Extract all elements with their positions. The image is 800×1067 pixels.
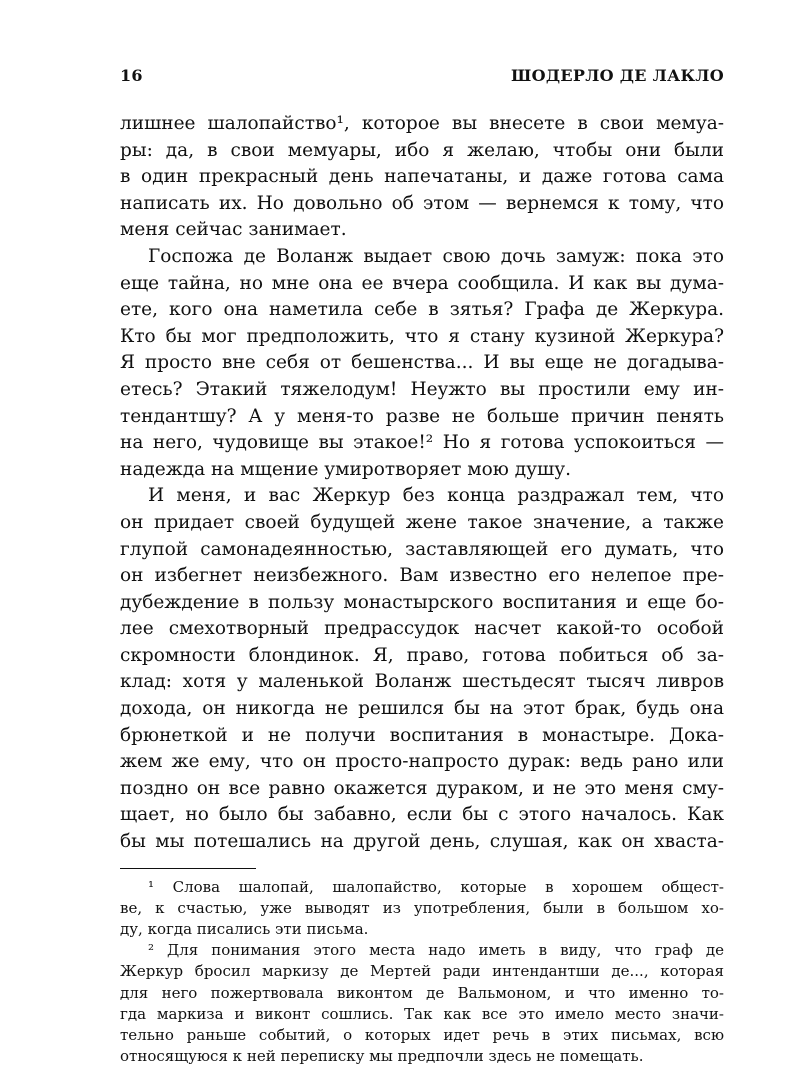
running-header bbox=[120, 66, 724, 85]
footnotes bbox=[120, 877, 724, 1067]
text-line: дубеждение в пользу монастырского воспитания и еще бо- bbox=[120, 591, 724, 613]
text-line: И меня, и вас Жеркур без конца раздражал тем, что bbox=[148, 485, 724, 507]
footnote-line: ве, к счастью, уже выводят из употребления, были в большом хо- bbox=[120, 898, 724, 917]
text-line: написать их. Но довольно об этом — вернемся к тому, что bbox=[120, 192, 724, 214]
text-line: лее смехотворный предрассудок насчет какой-то особой bbox=[120, 618, 724, 640]
text-line: он придает своей будущей жене такое значение, а также bbox=[120, 511, 724, 533]
footnote-line: для него пожертвовала виконтом де Вальмоном, и что именно то- bbox=[120, 983, 724, 1002]
footnote-line: Жеркур бросил маркизу де Мертей ради интендантши де..., которая bbox=[120, 962, 724, 981]
footnote-line: ¹ Слова шалопай, шалопайство, которые в хорошем общест- bbox=[148, 877, 724, 896]
footnote-line: гда маркиза и виконт сошлись. Так как все это имело место значи- bbox=[120, 1004, 724, 1023]
text-line: Кто бы мог предположить, что я стану кузиной Жеркура? bbox=[120, 325, 724, 347]
page-number: 16 bbox=[120, 66, 143, 85]
paragraph-1 bbox=[120, 111, 724, 244]
paragraph-3 bbox=[120, 483, 724, 855]
text-line: он избегнет неизбежного. Вам известно его нелепое пре- bbox=[120, 565, 724, 587]
paragraph-2 bbox=[120, 244, 724, 483]
text-line: жем же ему, что он просто-напросто дурак: ведь рано или bbox=[120, 751, 724, 773]
text-line: ете, кого она наметила себе в зятья? Графа де Жеркура. bbox=[120, 299, 724, 321]
footnote-2 bbox=[120, 940, 724, 1067]
text-line: етесь? Этакий тяжелодум! Неужто вы простили ему ин- bbox=[120, 378, 724, 400]
text-line: на него, чудовище вы этакое!² Но я готова успокоиться — bbox=[120, 432, 724, 454]
main-text bbox=[120, 111, 724, 856]
text-line: скромности блондинок. Я, право, готова побиться об за- bbox=[120, 644, 724, 666]
text-line: глупой самонадеянностью, заставляющей его думать, что bbox=[120, 538, 724, 560]
footnote-line: относящуюся к ней переписку мы предпочли здесь не помещать. bbox=[120, 1047, 644, 1066]
footnote-line: ду, когда писались эти письма. bbox=[120, 920, 369, 939]
text-line: Госпожа де Воланж выдает свою дочь замуж: пока это bbox=[148, 245, 724, 267]
text-line: дохода, он никогда не решился бы на этот брак, будь она bbox=[120, 698, 724, 720]
text-line: клад: хотя у маленькой Воланж шестьдесят тысяч ливров bbox=[120, 671, 724, 693]
text-line: бы мы потешались на другой день, слушая, как он хваста- bbox=[120, 831, 724, 853]
text-line: щает, но было бы забавно, если бы с этого началось. Как bbox=[120, 804, 724, 826]
text-line: еще тайна, но мне она ее вчера сообщила. И как вы дума- bbox=[120, 272, 724, 294]
book-page bbox=[120, 66, 724, 1067]
footnote-line: ² Для понимания этого места надо иметь в виду, что граф де bbox=[148, 941, 724, 960]
text-line: тендантшу? А у меня-то разве не больше причин пенять bbox=[120, 405, 724, 427]
text-line: в один прекрасный день напечатаны, и даже готова сама bbox=[120, 166, 724, 188]
running-title: ШОДЕРЛО ДЕ ЛАКЛО bbox=[511, 66, 724, 85]
footnote-line: тельно раньше событий, о которых идет речь в этих письмах, всю bbox=[120, 1026, 724, 1045]
text-line: брюнеткой и не получи воспитания в монастыре. Дока- bbox=[120, 724, 724, 746]
text-line: ры: да, в свои мемуары, ибо я желаю, чтобы они были bbox=[120, 139, 724, 161]
text-line: лишнее шалопайство¹, которое вы внесете в свои мемуа- bbox=[120, 113, 724, 134]
text-line: поздно он все равно окажется дураком, и не это меня сму- bbox=[120, 777, 724, 799]
footnote-1 bbox=[120, 877, 724, 941]
text-line: Я просто вне себя от бешенства... И вы еще не догадыва- bbox=[120, 352, 724, 374]
text-line: меня сейчас занимает. bbox=[120, 219, 347, 241]
footnote-divider bbox=[120, 868, 256, 869]
text-line: надежда на мщение умиротворяет мою душу. bbox=[120, 458, 571, 480]
